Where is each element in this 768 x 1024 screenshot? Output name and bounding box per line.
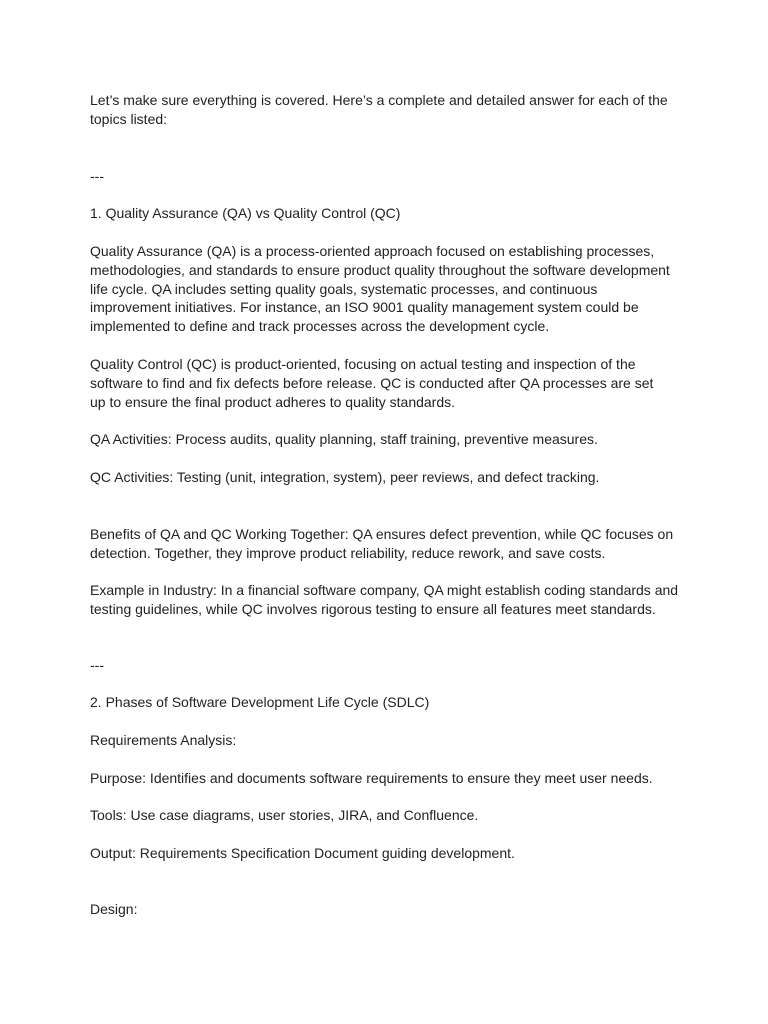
separator: ---: [90, 657, 104, 673]
qc-activities-paragraph: QC Activities: Testing (unit, integration, system), peer reviews, and defect tracking.: [90, 469, 600, 485]
separator: ---: [90, 168, 104, 184]
section-heading-qa-vs-qc: 1. Quality Assurance (QA) vs Quality Control (QC): [90, 205, 401, 221]
qa-activities-paragraph: QA Activities: Process audits, quality planning, staff training, preventive measures.: [90, 431, 598, 447]
requirements-output-paragraph: Output: Requirements Specification Document guiding development.: [90, 845, 515, 861]
benefits-paragraph: Benefits of QA and QC Working Together: QA ensures defect prevention, while QC focuses on detection. Together, they improve product reliability, reduce rework, and save costs.: [90, 526, 674, 561]
industry-example-paragraph: Example in Industry: In a financial software company, QA might establish coding standards and testing guidelines, while QC involves rigorous testing to ensure all features meet standards.: [90, 582, 679, 617]
qc-definition-paragraph: Quality Control (QC) is product-oriented, focusing on actual testing and inspection of the software to find and fix defects before release. QC is conducted after QA processes are set up to ensure the final product adheres to quality standards.: [90, 356, 654, 410]
intro-paragraph: Let’s make sure everything is covered. Here’s a complete and detailed answer for each of the topics listed:: [90, 92, 668, 127]
requirements-tools-paragraph: Tools: Use case diagrams, user stories, JIRA, and Confluence.: [90, 807, 479, 823]
design-heading: Design:: [90, 901, 138, 917]
section-heading-sdlc: 2. Phases of Software Development Life Cycle (SDLC): [90, 694, 430, 710]
requirements-purpose-paragraph: Purpose: Identifies and documents software requirements to ensure they meet user needs.: [90, 770, 653, 786]
requirements-analysis-heading: Requirements Analysis:: [90, 732, 237, 748]
qa-definition-paragraph: Quality Assurance (QA) is a process-oriented approach focused on establishing processes, methodologies, and standards to ensure product quality throughout the software development life cycle. QA includes setting quality goals, systematic processes, and continuous improvement initiatives. For instance, an ISO 9001 quality management system could be implemented to define and track processes across the development cycle.: [90, 243, 670, 335]
